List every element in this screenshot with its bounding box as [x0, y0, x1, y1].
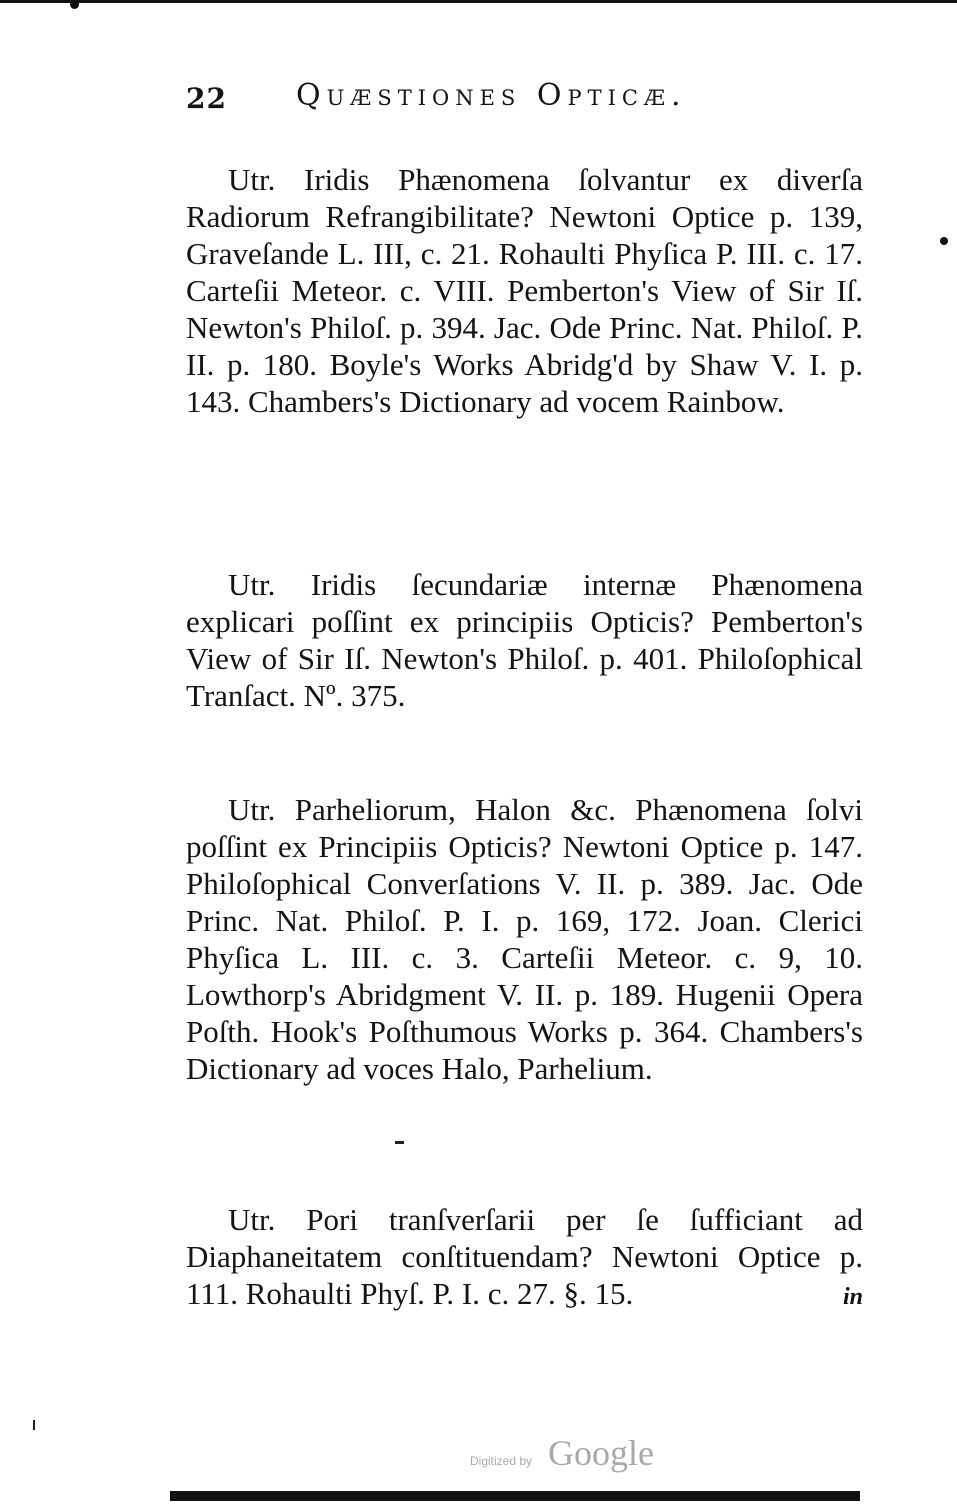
question-paragraph-rainbow: Utr. Iridis Phænomena ſolvantur ex diverſa Radiorum Refrangibilitate? Newtoni Optice p. 139, Graveſande L. III, c. 21. Rohaulti Phyſica P. III. c. 17. Carteſii Meteor. c. VIII. Pemberton's View of Sir Iſ. Newton's Philoſ. p. 394. Jac. Ode Princ. Nat. Philoſ. P. II. p. 180. Boyle's Works Abridg'd by Shaw V. I. p. 143. Chambers's Dictionary ad vocem Rainbow. — [186, 162, 863, 419]
digitized-watermark — [470, 1432, 770, 1482]
google-wordmark: Google — [548, 1433, 654, 1473]
top-edge-rule — [0, 0, 957, 3]
question-paragraph-pores: Utr. Pori tranſverſarii per ſe ſufficiant ad Diaphaneitatem conſtituendam? Newtoni Optice p. 111. Rohaulti Phyſ. P. I. c. 27. §. 15. — [186, 1202, 863, 1311]
bottom-edge-rule — [170, 1491, 860, 1501]
page-number: 22 — [186, 82, 227, 115]
margin-ink-dot — [940, 237, 948, 245]
running-header — [186, 78, 786, 128]
running-title: Quæstiones Opticæ. — [296, 78, 687, 113]
top-edge-dot — [70, 0, 79, 9]
stray-mark — [33, 1420, 35, 1430]
question-paragraph-parhelia: Utr. Parheliorum, Halon &c. Phænomena ſolvi poſſint ex Principiis Opticis? Newtoni Optice p. 147. Philoſophical Converſations V. II. p. 389. Jac. Ode Princ. Nat. Philoſ. P. I. p. 169, 172. Joan. Clerici Phyſica L. III. c. 3. Carteſii Meteor. c. 9, 10. Lowthorp's Abridgment V. II. p. 189. Hugenii Opera Poſth. Hook's Poſthumous Works p. 364. Chambers's Dictionary ad voces Halo, Parhelium. — [186, 792, 863, 1086]
stray-mark — [395, 1141, 404, 1144]
catchword: in — [842, 1284, 863, 1310]
question-paragraph-secondary-rainbow: Utr. Iridis ſecundariæ internæ Phænomena explicari poſſint ex principiis Opticis? Pemberton's View of Sir Iſ. Newton's Philoſ. p. 401. Philoſophical Tranſact. Nº. 375. — [186, 567, 863, 713]
digitized-label: Digitized by — [470, 1454, 533, 1468]
